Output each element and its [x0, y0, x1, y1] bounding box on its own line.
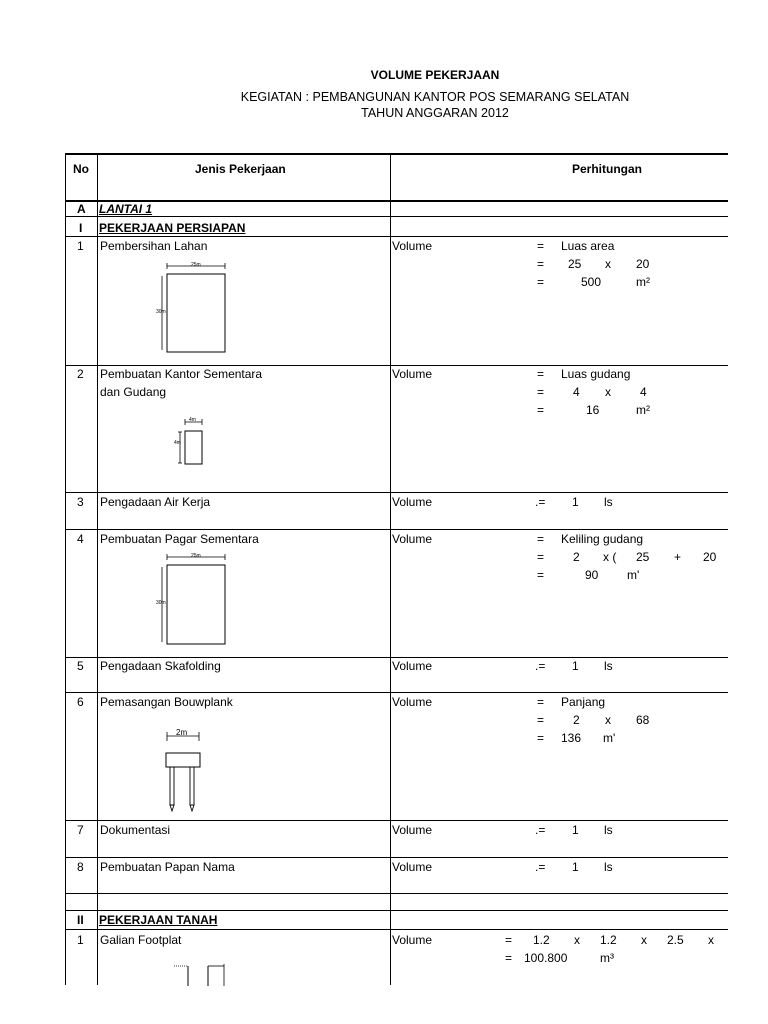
row-number: 5 — [77, 659, 84, 673]
calc-operator: x — [574, 933, 580, 947]
section-ii-number: II — [77, 913, 84, 927]
page-subtitle-tahun: TAHUN ANGGARAN 2012 — [361, 106, 509, 120]
row-volume-label: Volume — [392, 367, 433, 381]
row-number: 1 — [77, 933, 84, 947]
calc-equals: = — [537, 257, 545, 271]
calc-unit: m² — [636, 275, 650, 289]
calc-equals: .= — [535, 823, 546, 837]
row-volume-label: Volume — [392, 860, 433, 874]
section-i-label: PEKERJAAN PERSIAPAN — [99, 221, 246, 235]
calc-equals: = — [537, 568, 545, 582]
page-title: VOLUME PEKERJAAN — [370, 68, 500, 82]
row-number: 8 — [77, 860, 84, 874]
row-number: 3 — [77, 495, 84, 509]
calc-equals: = — [537, 532, 545, 546]
calc-value: 4 — [640, 385, 647, 399]
dimension-label: 4m — [189, 417, 196, 423]
calc-value: 1.2 — [533, 933, 550, 947]
calc-unit: ls — [604, 823, 613, 837]
row-number: 7 — [77, 823, 84, 837]
row-name: Pembuatan Pagar Sementara — [100, 532, 259, 546]
dimension-label: 25m — [191, 262, 201, 268]
calc-operator: x — [708, 933, 714, 947]
row-volume-label: Volume — [392, 239, 433, 253]
calc-operator: x ( — [603, 550, 617, 564]
row-volume-label: Volume — [392, 695, 433, 709]
calc-equals: .= — [535, 495, 546, 509]
calc-equals: = — [505, 933, 513, 947]
calc-equals: = — [505, 951, 513, 965]
calc-text: Luas area — [561, 239, 615, 253]
calc-value: 25 — [568, 257, 582, 271]
pagar-diagram — [158, 553, 230, 647]
calc-equals: .= — [535, 860, 546, 874]
calc-value: 2 — [573, 550, 580, 564]
calc-unit: m' — [627, 568, 640, 582]
calc-unit: m² — [636, 403, 650, 417]
row-volume-label: Volume — [392, 659, 433, 673]
calc-text: Panjang — [561, 695, 606, 709]
dimension-label: 4m — [174, 440, 181, 446]
row-number: 6 — [77, 695, 84, 709]
dimension-label: 2m — [176, 728, 188, 737]
calc-unit: ls — [604, 659, 613, 673]
calc-unit: ls — [604, 860, 613, 874]
calc-operator: x — [641, 933, 647, 947]
calc-value: 68 — [636, 713, 650, 727]
calc-equals: = — [537, 367, 545, 381]
row-name: Pengadaan Skafolding — [100, 659, 221, 673]
site-plan-diagram — [158, 262, 230, 356]
bouwplank-diagram — [162, 728, 204, 814]
row-volume-label: Volume — [392, 823, 433, 837]
calc-value: 1 — [572, 659, 579, 673]
row-volume-label: Volume — [392, 933, 433, 947]
calc-unit: m' — [603, 731, 616, 745]
calc-operator: x — [605, 257, 611, 271]
row-volume-label: Volume — [392, 495, 433, 509]
calc-result: 136 — [561, 731, 582, 745]
calc-result: 500 — [581, 275, 602, 289]
dimension-label: 30m — [156, 600, 166, 606]
calc-text: Luas gudang — [561, 367, 631, 381]
calc-value: 1 — [572, 823, 579, 837]
row-name: Pembuatan Papan Nama — [100, 860, 235, 874]
calc-unit: m³ — [600, 951, 614, 965]
row-name: Dokumentasi — [100, 823, 171, 837]
section-i-number: I — [79, 221, 83, 235]
calc-result: 16 — [586, 403, 600, 417]
calc-value: 2.5 — [667, 933, 684, 947]
dimension-label: 25m — [191, 553, 201, 559]
calc-operator: x — [605, 713, 611, 727]
column-header-jenis: Jenis Pekerjaan — [195, 162, 286, 176]
calc-value: 4 — [573, 385, 580, 399]
row-name: Galian Footplat — [100, 933, 182, 947]
calc-equals: = — [537, 385, 545, 399]
calc-equals: = — [537, 239, 545, 253]
calc-value: 1 — [572, 860, 579, 874]
calc-result: 100.800 — [524, 951, 568, 965]
calc-equals: = — [537, 550, 545, 564]
calc-unit: ls — [604, 495, 613, 509]
calc-equals: = — [537, 695, 545, 709]
calc-value: 1.2 — [600, 933, 617, 947]
calc-equals: = — [537, 403, 545, 417]
column-header-no: No — [73, 162, 89, 176]
footplat-diagram — [172, 962, 230, 988]
dimension-label: 30m — [156, 309, 166, 315]
page-subtitle-kegiatan: KEGIATAN : PEMBANGUNAN KANTOR POS SEMARANG SELATAN — [240, 90, 630, 104]
row-name: Pemasangan Bouwplank — [100, 695, 233, 709]
row-number: 2 — [77, 367, 84, 381]
section-a-number: A — [77, 202, 86, 216]
calc-text: Keliling gudang — [561, 532, 644, 546]
calc-value: 20 — [703, 550, 717, 564]
row-volume-label: Volume — [392, 532, 433, 546]
row-name-continued: dan Gudang — [100, 385, 167, 399]
row-number: 1 — [77, 239, 84, 253]
column-header-perhitungan: Perhitungan — [572, 162, 643, 176]
calc-operator: x — [605, 385, 611, 399]
calc-value: 1 — [572, 495, 579, 509]
calc-value: 20 — [636, 257, 650, 271]
calc-value: 2 — [573, 713, 580, 727]
row-name: Pembersihan Lahan — [100, 239, 208, 253]
section-a-label: LANTAI 1 — [99, 202, 153, 216]
section-ii-label: PEKERJAAN TANAH — [99, 913, 218, 927]
calc-equals: = — [537, 731, 545, 745]
calc-value: 25 — [636, 550, 650, 564]
row-name: Pembuatan Kantor Sementara — [100, 367, 263, 381]
calc-equals: = — [537, 275, 545, 289]
row-name: Pengadaan Air Kerja — [100, 495, 211, 509]
calc-equals: .= — [535, 659, 546, 673]
calc-operator: + — [674, 550, 682, 564]
row-number: 4 — [77, 532, 84, 546]
calc-equals: = — [537, 713, 545, 727]
calc-result: 90 — [585, 568, 599, 582]
